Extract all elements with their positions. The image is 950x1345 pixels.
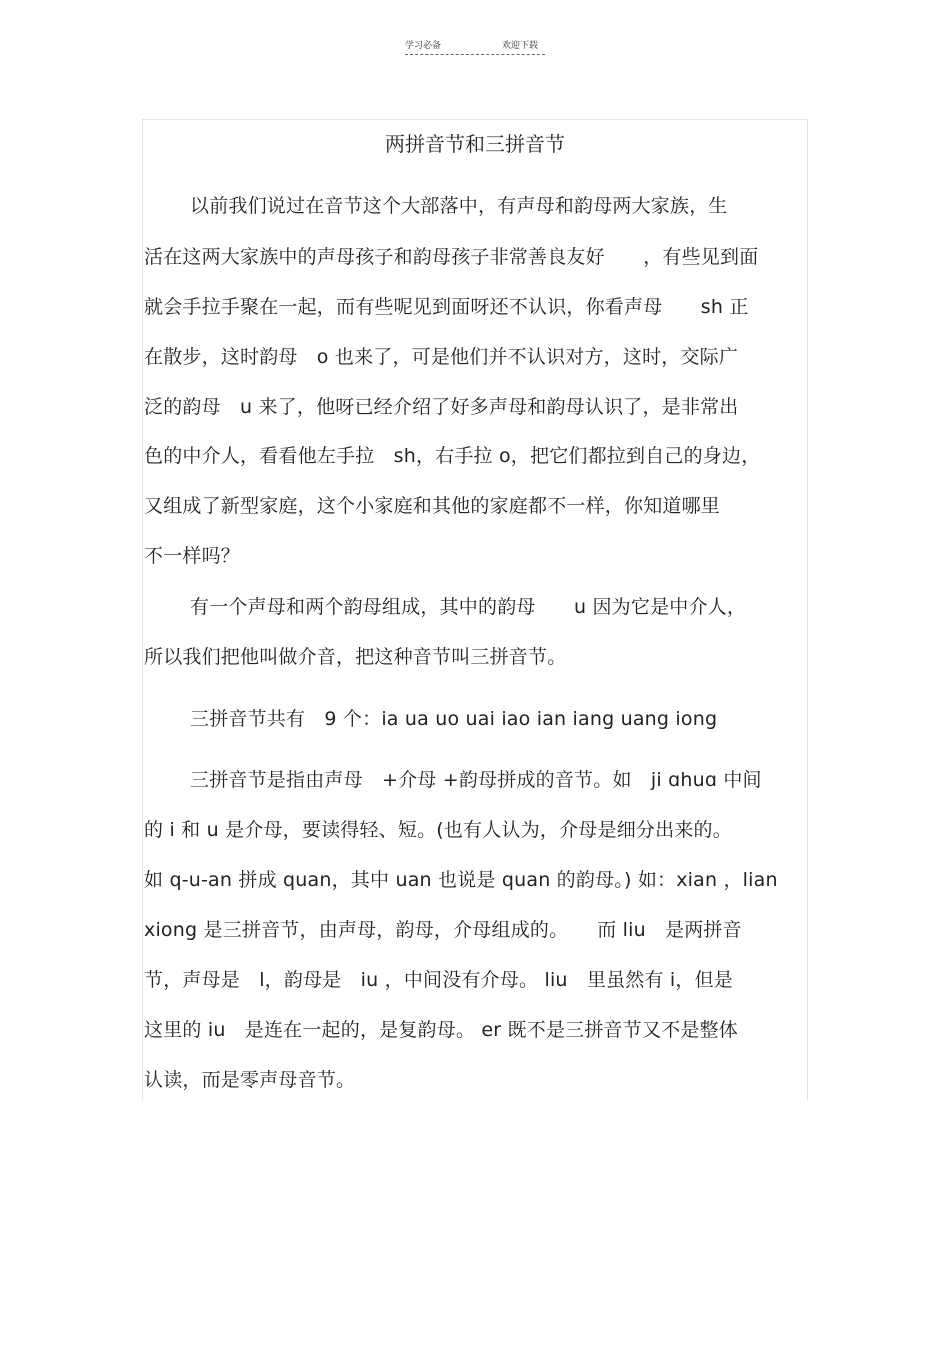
document-title: 两拼音节和三拼音节 bbox=[385, 132, 565, 156]
header-divider bbox=[405, 54, 545, 55]
paragraph-line: 有一个声母和两个韵母组成，其中的韵母 u 因为它是中介人， bbox=[190, 596, 747, 618]
paragraph-line: 三拼音节是指由声母 +介母 +韵母拼成的音节。如 ji ɑhuɑ 中间 bbox=[190, 769, 762, 791]
paragraph-line: 在散步，这时韵母 o 也来了，可是他们并不认识对方，这时，交际广 bbox=[144, 346, 739, 368]
paragraph-line: 这里的 iu 是连在一起的，是复韵母。 er 既不是三拼音节又不是整体 bbox=[144, 1019, 738, 1041]
paragraph-line: 三拼音节共有 9 个：ia ua uo uai iao ian iang uang iong bbox=[190, 708, 718, 730]
paragraph-line: 色的中介人，看看他左手拉 sh，右手拉 o，把它们都拉到自己的身边， bbox=[144, 445, 761, 467]
paragraph-line: 认读，而是零声母音节。 bbox=[144, 1069, 356, 1091]
header-right-text: 欢迎下载 bbox=[502, 41, 539, 51]
paragraph-line: 所以我们把他叫做介音，把这种音节叫三拼音节。 bbox=[144, 646, 567, 668]
paragraph-line: 泛的韵母 u 来了，他呀已经介绍了好多声母和韵母认识了，是非常出 bbox=[144, 396, 739, 418]
paragraph-line: 就会手拉手聚在一起，而有些呢见到面呀还不认识，你看声母 sh 正 bbox=[144, 296, 749, 318]
paragraph-line: 不一样吗？ bbox=[144, 545, 241, 567]
paragraph-line: 以前我们说过在音节这个大部落中，有声母和韵母两大家族，生 bbox=[190, 195, 728, 217]
paragraph-line: 又组成了新型家庭，这个小家庭和其他的家庭都不一样，你知道哪里 bbox=[144, 495, 721, 517]
paragraph-line: 节，声母是 l，韵母是 iu ，中间没有介母。 liu 里虽然有 i，但是 bbox=[144, 969, 733, 991]
header-left-text: 学习必备 bbox=[405, 41, 442, 51]
paragraph-line: 如 q-u-an 拼成 quan，其中 uan 也说是 quan 的韵母。) 如：xian ，lian bbox=[144, 869, 778, 891]
paragraph-line: 活在这两大家族中的声母孩子和韵母孩子非常善良友好 ，有些见到面 bbox=[144, 246, 759, 268]
page-header bbox=[405, 38, 545, 52]
paragraph-line: xiong 是三拼音节，由声母，韵母，介母组成的。 而 liu 是两拼音 bbox=[144, 919, 742, 941]
paragraph-line: 的 i 和 u 是介母，要读得轻、短。(也有人认为，介母是细分出来的。 bbox=[144, 819, 732, 841]
